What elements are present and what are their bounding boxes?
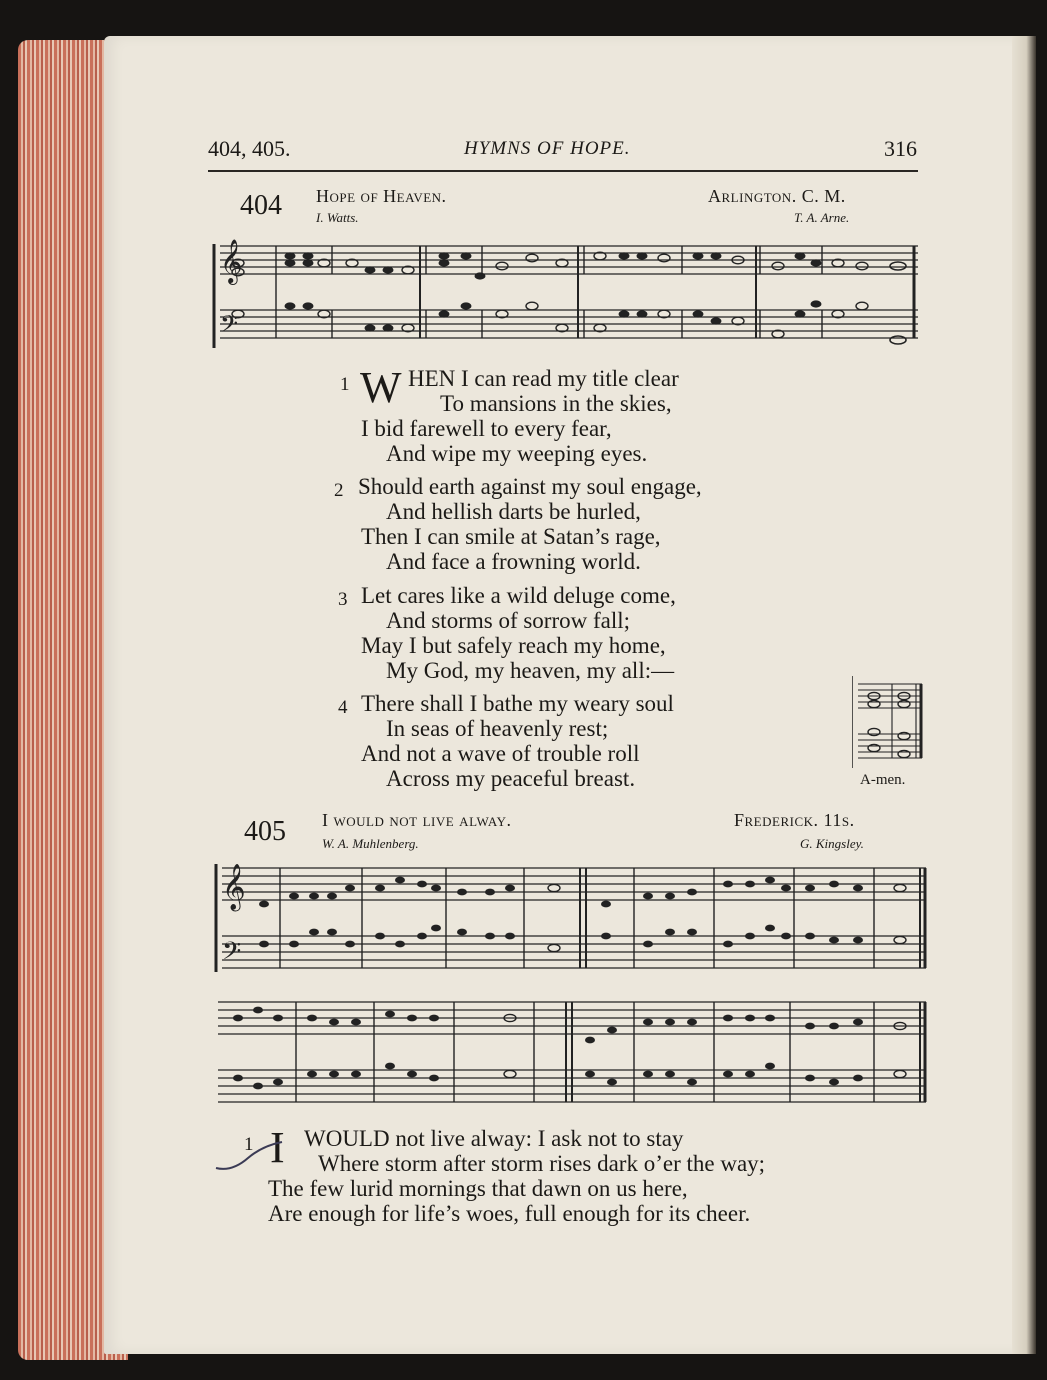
svg-text:𝄢: 𝄢	[220, 310, 239, 343]
tune-name: Arlington. C. M.	[708, 186, 846, 206]
verse-line: Should earth against my soul engage,	[358, 474, 702, 499]
tune-name: Frederick. 11s.	[734, 810, 855, 830]
amen-label: A-men.	[860, 772, 906, 788]
header-rule	[208, 170, 918, 172]
verse-line: And hellish darts be hurled,	[386, 499, 641, 524]
hymn-number: 405	[244, 816, 286, 847]
verse-line: And face a frowning world.	[386, 549, 641, 574]
page-number: 316	[884, 136, 917, 161]
svg-text:𝄢: 𝄢	[222, 937, 242, 972]
verse-line: And not a wave of trouble roll	[361, 741, 640, 766]
page-range: 404, 405.	[208, 136, 291, 161]
verse-line: HEN I can read my title clear	[408, 366, 679, 391]
verse-line: Then I can smile at Satan’s rage,	[361, 524, 661, 549]
drop-cap: I	[270, 1123, 285, 1172]
hymn-author: W. A. Muhlenberg.	[322, 836, 419, 851]
verse-line: Where storm after storm rises dark o’er the way;	[318, 1151, 766, 1176]
running-title: HYMNS OF HOPE.	[464, 138, 631, 159]
verse-line: There shall I bathe my weary soul	[361, 691, 674, 716]
verse-line: Let cares like a wild deluge come,	[361, 583, 676, 608]
verse-line: I bid farewell to every fear,	[361, 416, 612, 441]
verse-number: 1	[340, 374, 350, 395]
verse-number: 3	[338, 589, 348, 610]
tune-composer: G. Kingsley.	[800, 836, 864, 851]
music-score-405	[214, 860, 930, 1114]
verse-line: The few lurid mornings that dawn on us here,	[268, 1176, 688, 1201]
verse-line: To mansions in the skies,	[440, 391, 672, 416]
music-score-404	[212, 236, 922, 354]
drop-cap: W	[360, 363, 402, 412]
amen-music	[852, 676, 924, 768]
hymn-title: Hope of Heaven.	[316, 186, 447, 206]
verse-line: May I but safely reach my home,	[361, 633, 666, 658]
verse-line: And storms of sorrow fall;	[386, 608, 631, 633]
hymn-title: I would not live alway.	[322, 810, 512, 830]
verse-number: 4	[338, 697, 348, 718]
page-gutter-edge	[1012, 36, 1036, 1354]
verse-line: My God, my heaven, my all:—	[386, 658, 675, 683]
verse-line: And wipe my weeping eyes.	[386, 441, 648, 466]
pencil-mark	[212, 1138, 292, 1178]
verse-line: Across my peaceful breast.	[386, 766, 636, 791]
verse-number: 2	[334, 480, 344, 501]
tune-composer: T. A. Arne.	[794, 210, 850, 225]
hymn-author: I. Watts.	[316, 210, 359, 225]
verse-line: Are enough for life’s woes, full enough for its cheer.	[268, 1201, 751, 1226]
verse-line: WOULD not live alway: I ask not to stay	[304, 1126, 684, 1151]
svg-text:𝄞: 𝄞	[222, 864, 246, 910]
verse-line: In seas of heavenly rest;	[386, 716, 609, 741]
verse-number: 1	[244, 1134, 254, 1155]
svg-text:𝄞: 𝄞	[220, 239, 243, 283]
hymn-number: 404	[240, 190, 282, 221]
